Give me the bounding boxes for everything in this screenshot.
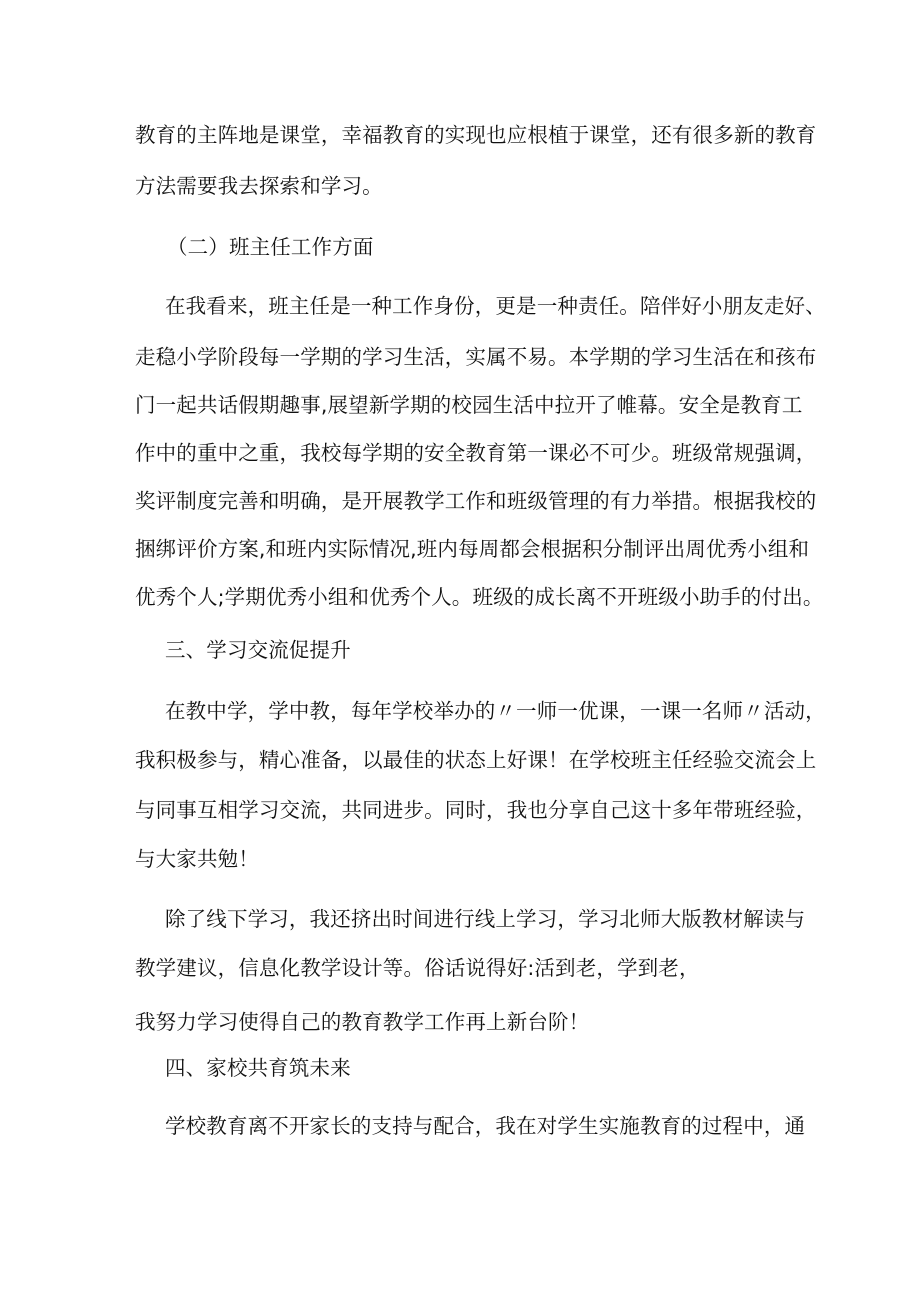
- text-line: 方法需要我去探索和学习。: [135, 174, 383, 198]
- text-line: 走稳小学阶段每一学期的学习生活，实属不易。本学期的学习生活在和孩布: [135, 345, 817, 369]
- text-line: 优秀个人;学期优秀小组和优秀个人。班级的成长离不开班级小助手的付出。: [135, 585, 824, 609]
- text-line: 在教中学，学中教，每年学校举办的〃一师一优课，一课一名师〃活动，: [165, 699, 826, 723]
- text-line: 捆绑评价方案,和班内实际情况,班内每周都会根据积分制评出周优秀小组和: [135, 537, 810, 561]
- text-line: 学校教育离不开家长的支持与配合，我在对学生实施教育的过程中，通: [165, 1114, 806, 1138]
- text-line: 我积极参与，精心准备，以最佳的状态上好课！在学校班主任经验交流会上: [135, 748, 817, 772]
- text-line: 教育的主阵地是课堂，幸福教育的实现也应根植于课堂，还有很多新的教育: [135, 123, 817, 147]
- section-heading: （二）班主任工作方面: [167, 235, 374, 259]
- text-line: 与同事互相学习交流，共同进步。同时，我也分享自己这十多年带班经验，: [135, 798, 817, 822]
- text-line: 作中的重中之重，我校每学期的安全教育第一课必不可少。班级常规强调，: [135, 441, 817, 465]
- section-heading: 三、学习交流促提升: [165, 638, 351, 662]
- text-line: 在我看来，班主任是一种工作身份，更是一种责任。陪伴好小朋友走好、: [165, 294, 826, 318]
- section-heading: 四、家校共育筑未来: [165, 1056, 351, 1080]
- text-line: 门一起共话假期趣事,展望新学期的校园生活中拉开了帷幕。安全是教育工: [135, 393, 803, 417]
- text-line: 与大家共勉！: [135, 847, 259, 871]
- text-line: 教学建议，信息化教学设计等。俗话说得好:活到老，学到老，: [135, 956, 700, 980]
- text-line: 奖评制度完善和明确，是开展教学工作和班级管理的有力举措。根据我校的: [135, 489, 817, 513]
- text-line: 除了线下学习，我还挤出时间进行线上学习，学习北师大版教材解读与: [165, 907, 806, 931]
- text-line: 我努力学习使得自己的教育教学工作再上新台阶！: [135, 1010, 590, 1034]
